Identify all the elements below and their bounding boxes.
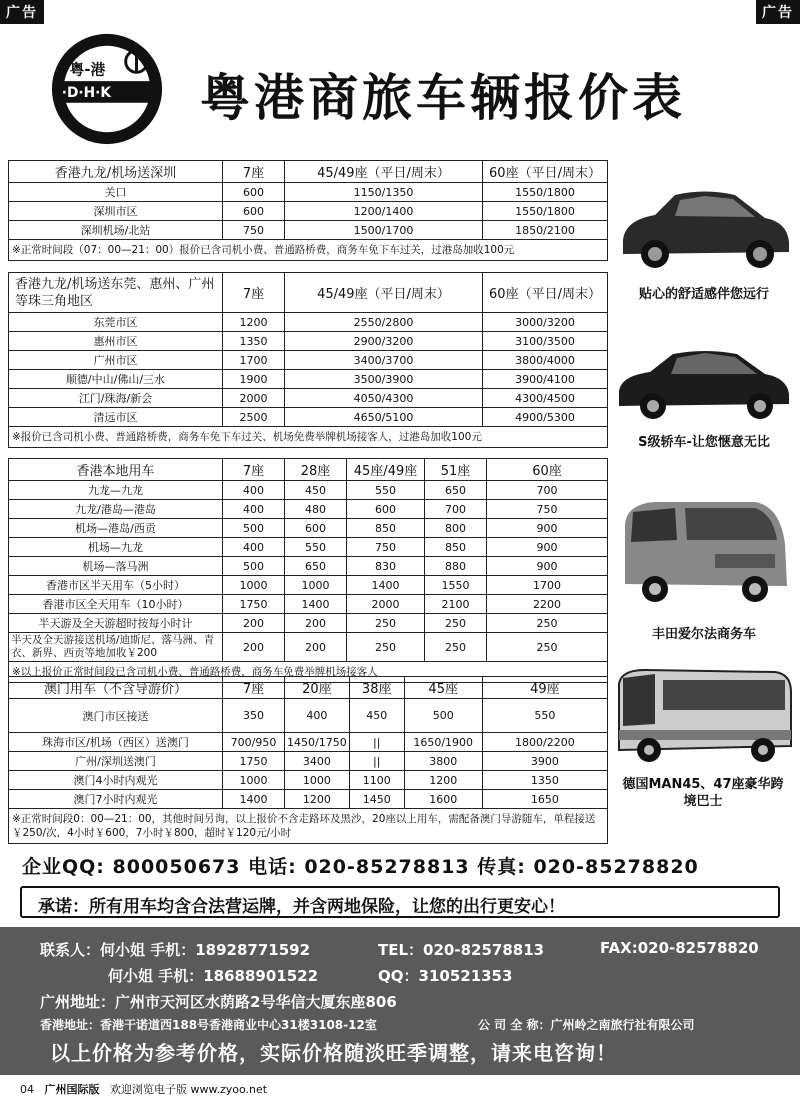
table-row bbox=[9, 389, 608, 408]
table-cell: 半天游及全天游超时按每小时计 bbox=[9, 614, 223, 633]
table-cell: 880 bbox=[425, 557, 487, 576]
ad-label-left: 广告 bbox=[0, 0, 44, 24]
table-cell: 3800/4000 bbox=[483, 351, 608, 370]
table-cell: 关口 bbox=[9, 183, 223, 202]
table-row bbox=[9, 614, 608, 633]
table-cell: 830 bbox=[347, 557, 425, 576]
website-label: 欢迎浏览电子版 www.zyoo.net bbox=[110, 1083, 268, 1096]
table-cell: 400 bbox=[223, 500, 285, 519]
table-cell: 澳门市区接送 bbox=[9, 699, 223, 733]
table-cell: 1650/1900 bbox=[404, 733, 482, 752]
table-cell: 600 bbox=[285, 519, 347, 538]
table-row bbox=[9, 790, 608, 809]
table-cell: 4900/5300 bbox=[483, 408, 608, 427]
table-cell: 3800 bbox=[404, 752, 482, 771]
table-prd bbox=[8, 272, 608, 448]
table-row bbox=[9, 733, 608, 752]
table-cell: 200 bbox=[223, 633, 285, 662]
table-cell: 750 bbox=[347, 538, 425, 557]
header bbox=[40, 28, 770, 148]
table-row bbox=[9, 500, 608, 519]
table-cell: 机场—九龙 bbox=[9, 538, 223, 557]
table-cell: 550 bbox=[347, 481, 425, 500]
table-cell: 400 bbox=[285, 699, 350, 733]
company-name: 公 司 全 称：广州岭之南旅行社有限公司 bbox=[478, 1018, 695, 1032]
hong-kong-address: 香港地址：香港干诺道西188号香港商业中心31楼3108-12室 bbox=[40, 1018, 377, 1032]
table-cell: 香港市区半天用车（5小时） bbox=[9, 576, 223, 595]
table-cell: 惠州市区 bbox=[9, 332, 223, 351]
table-row bbox=[9, 183, 608, 202]
table-macau: 澳门用车（不含导游价） 7座 20座 38座 45座 49座 澳门市区接送 350 400 450 500 550 珠海市区/机场（西区）送澳门 700/950 1450/1750 || 1650/1900 1800/2200 广州/深圳送澳门 1750 3400 || 3800 3900 澳门4小时内观光 1000 1000 1100 1200 1350 澳门7小时内观光 1400 1200 1450 1600 1650 ※正常时间段0：00—21：00，其他时间另询，以上报价不含走路环及黑沙，20座以上用车，需配备澳门导游随车，单程接送￥250/次，4小时￥600，7小时￥800，超时￥120元/小时 bbox=[8, 676, 608, 844]
page-footer bbox=[20, 1081, 267, 1097]
table-cell: 深圳市区 bbox=[9, 202, 223, 221]
table-row bbox=[9, 752, 608, 771]
table1-header-60: 60座（平日/周末） bbox=[483, 161, 608, 183]
table-row bbox=[9, 351, 608, 370]
table-cell: 顺德/中山/佛山/三水 bbox=[9, 370, 223, 389]
table-cell: 900 bbox=[487, 519, 608, 538]
car-caption-3: 丰田爱尔法商务车 bbox=[651, 627, 756, 642]
table-cell: 1600 bbox=[404, 790, 482, 809]
car-caption-2: S级轿车-让您惬意无比 bbox=[638, 435, 770, 450]
table-cell: 2500 bbox=[223, 408, 285, 427]
table-cell: 600 bbox=[223, 202, 285, 221]
table-cell: 1450/1750 bbox=[285, 733, 350, 752]
table-cell: 3500/3900 bbox=[285, 370, 483, 389]
table2-header-route: 香港九龙/机场送东莞、惠州、广州等珠三角地区 bbox=[9, 273, 223, 313]
table-cell: || bbox=[349, 752, 404, 771]
table-cell: 400 bbox=[223, 538, 285, 557]
price-disclaimer: 以上价格为参考价格，实际价格随淡旺季调整，请来电咨询！ bbox=[50, 1041, 617, 1065]
table-cell: 250 bbox=[347, 633, 425, 662]
table3-header-route: 香港本地用车 bbox=[9, 459, 223, 481]
table-row bbox=[9, 519, 608, 538]
table-cell: 250 bbox=[487, 633, 608, 662]
table-cell: 500 bbox=[223, 519, 285, 538]
ad-label-right: 广告 bbox=[756, 0, 800, 24]
table-cell: 半天及全天游接送机场/迪斯尼、落马洲、青衣、新界、西贡等地加收￥200 bbox=[9, 633, 223, 662]
contact-person-2: 何小姐 手机：18688901522 bbox=[108, 967, 319, 985]
logo-text-top: 粤-港 bbox=[69, 61, 106, 79]
table-cell: 3400/3700 bbox=[285, 351, 483, 370]
table-cell: 1200/1400 bbox=[285, 202, 483, 221]
car-caption-4: 德国MAN45、47座豪华跨境巴士 bbox=[622, 777, 784, 809]
table-cell: 九龙—九龙 bbox=[9, 481, 223, 500]
table-cell: 珠海市区/机场（西区）送澳门 bbox=[9, 733, 223, 752]
table-row bbox=[9, 633, 608, 662]
table-cell: 600 bbox=[223, 183, 285, 202]
table-cell: 1550/1800 bbox=[483, 202, 608, 221]
qq-phone-fax-line: 企业QQ: 800050673 电话: 020-85278813 传真: 020-85278820 bbox=[22, 856, 699, 878]
table-cell: 250 bbox=[425, 614, 487, 633]
table-cell: 1000 bbox=[285, 576, 347, 595]
table-cell: 700 bbox=[425, 500, 487, 519]
table1-note: ※正常时间段（07：00—21：00）报价已含司机小费、普通路桥费，商务车免下车过关，过港岛加收100元 bbox=[8, 240, 608, 261]
table-row bbox=[9, 313, 608, 332]
table-cell: 600 bbox=[347, 500, 425, 519]
man-coach-bus-image bbox=[615, 664, 793, 770]
table-cell: 550 bbox=[482, 699, 607, 733]
table-cell: 650 bbox=[285, 557, 347, 576]
table-cell: 1200 bbox=[223, 313, 285, 332]
table-cell: 1200 bbox=[404, 771, 482, 790]
table-cell: 3000/3200 bbox=[483, 313, 608, 332]
table-cell: 480 bbox=[285, 500, 347, 519]
logo-text-bottom: ·D·H·K bbox=[61, 84, 112, 101]
table-cell: 400 bbox=[223, 481, 285, 500]
table-shenzhen bbox=[8, 160, 608, 261]
table-row bbox=[9, 370, 608, 389]
table-cell: 1750 bbox=[223, 752, 285, 771]
table1-header-45: 45/49座（平日/周末） bbox=[285, 161, 483, 183]
table-cell: 750 bbox=[223, 221, 285, 240]
table-cell: 机场—港岛/西贡 bbox=[9, 519, 223, 538]
table-cell: 澳门7小时内观光 bbox=[9, 790, 223, 809]
table-cell: 700 bbox=[487, 481, 608, 500]
table-cell: 1700 bbox=[487, 576, 608, 595]
promise-banner: 承诺：所有用车均含合法营运牌，并含两地保险，让您的出行更安心！ bbox=[20, 886, 780, 918]
table-cell: 1900 bbox=[223, 370, 285, 389]
table-cell: 850 bbox=[347, 519, 425, 538]
table-cell: 850 bbox=[425, 538, 487, 557]
fax: FAX:020-82578820 bbox=[600, 939, 759, 957]
table-cell: 清远市区 bbox=[9, 408, 223, 427]
table-cell: 900 bbox=[487, 557, 608, 576]
table-cell: 机场—落马洲 bbox=[9, 557, 223, 576]
qq-2: QQ：310521353 bbox=[378, 967, 513, 985]
table-cell: 500 bbox=[223, 557, 285, 576]
table-cell: 200 bbox=[223, 614, 285, 633]
table-cell: 2000 bbox=[347, 595, 425, 614]
guangzhou-address: 广州地址：广州市天河区水荫路2号华信大厦东座806 bbox=[40, 993, 397, 1011]
table-cell: 1850/2100 bbox=[483, 221, 608, 240]
table-cell: 650 bbox=[425, 481, 487, 500]
table-cell: 750 bbox=[487, 500, 608, 519]
table-cell: 250 bbox=[425, 633, 487, 662]
s-class-sedan-image bbox=[615, 336, 793, 426]
toyota-alphard-image bbox=[615, 494, 793, 610]
table-cell: 250 bbox=[347, 614, 425, 633]
table4-note: ※正常时间段0：00—21：00，其他时间另询，以上报价不含走路环及黑沙，20座以上用车，需配备澳门导游随车，单程接送￥250/次，4小时￥600，7小时￥800，超时￥120元/小时 bbox=[8, 809, 608, 844]
table-cell: 东莞市区 bbox=[9, 313, 223, 332]
table-cell: 2200 bbox=[487, 595, 608, 614]
table-cell: 800 bbox=[425, 519, 487, 538]
table-cell: 1550/1800 bbox=[483, 183, 608, 202]
table-cell: 澳门4小时内观光 bbox=[9, 771, 223, 790]
table-row bbox=[9, 408, 608, 427]
table-cell: 2100 bbox=[425, 595, 487, 614]
car-caption-1: 贴心的舒适感伴您远行 bbox=[638, 287, 769, 302]
contact-panel bbox=[0, 927, 800, 1075]
table-cell: 2550/2800 bbox=[285, 313, 483, 332]
table-cell: 1650 bbox=[482, 790, 607, 809]
table-cell: 3100/3500 bbox=[483, 332, 608, 351]
table-row bbox=[9, 202, 608, 221]
table-cell: 4050/4300 bbox=[285, 389, 483, 408]
table-cell: 450 bbox=[285, 481, 347, 500]
table-row bbox=[9, 699, 608, 733]
table-cell: 1500/1700 bbox=[285, 221, 483, 240]
table-cell: 1750 bbox=[223, 595, 285, 614]
table2-header-60: 60座（平日/周末） bbox=[483, 273, 608, 313]
table-cell: 2000 bbox=[223, 389, 285, 408]
table-cell: 1800/2200 bbox=[482, 733, 607, 752]
table-cell: 3900 bbox=[482, 752, 607, 771]
table2-note: ※报价已含司机小费、普通路桥费，商务车免下车过关、机场免费举牌机场接客人，过港岛加收100元 bbox=[8, 427, 608, 448]
table-cell: 1150/1350 bbox=[285, 183, 483, 202]
table-cell: 1000 bbox=[223, 771, 285, 790]
table-cell: 1350 bbox=[482, 771, 607, 790]
table-row bbox=[9, 557, 608, 576]
table-row bbox=[9, 481, 608, 500]
table-cell: || bbox=[349, 733, 404, 752]
table-cell: 1100 bbox=[349, 771, 404, 790]
table-row bbox=[9, 538, 608, 557]
table-cell: 广州/深圳送澳门 bbox=[9, 752, 223, 771]
table-cell: 1400 bbox=[223, 790, 285, 809]
table-cell: 1550 bbox=[425, 576, 487, 595]
table-cell: 200 bbox=[285, 614, 347, 633]
table-row bbox=[9, 595, 608, 614]
page-title: 粤港商旅车辆报价表 bbox=[200, 69, 686, 127]
table-cell: 1450 bbox=[349, 790, 404, 809]
table2-header-7: 7座 bbox=[223, 273, 285, 313]
table-row bbox=[9, 221, 608, 240]
contact-person-1: 联系人：何小姐 手机：18928771592 bbox=[40, 941, 311, 959]
page-number: 04 bbox=[20, 1083, 34, 1096]
table1-header-7: 7座 bbox=[223, 161, 285, 183]
table-cell: 1700 bbox=[223, 351, 285, 370]
table-row bbox=[9, 332, 608, 351]
table-cell: 550 bbox=[285, 538, 347, 557]
table-cell: 3400 bbox=[285, 752, 350, 771]
tel: TEL：020-82578813 bbox=[378, 941, 545, 959]
table-cell: 1000 bbox=[223, 576, 285, 595]
table-cell: 450 bbox=[349, 699, 404, 733]
table-cell: 江门/珠海/新会 bbox=[9, 389, 223, 408]
table4-header-route: 澳门用车（不含导游价） bbox=[9, 677, 223, 699]
edition-label: 广州国际版 bbox=[44, 1083, 100, 1096]
table-cell: 1350 bbox=[223, 332, 285, 351]
table1-header-route: 香港九龙/机场送深圳 bbox=[9, 161, 223, 183]
table-cell: 900 bbox=[487, 538, 608, 557]
table-cell: 1400 bbox=[347, 576, 425, 595]
dhk-logo bbox=[48, 30, 166, 148]
table2-header-45: 45/49座（平日/周末） bbox=[285, 273, 483, 313]
table-row bbox=[9, 576, 608, 595]
table-cell: 500 bbox=[404, 699, 482, 733]
table-cell: 1400 bbox=[285, 595, 347, 614]
table-cell: 广州市区 bbox=[9, 351, 223, 370]
table-cell: 九龙/港岛—港岛 bbox=[9, 500, 223, 519]
table-cell: 3900/4100 bbox=[483, 370, 608, 389]
table-cell: 2900/3200 bbox=[285, 332, 483, 351]
table3-note: ※以上报价正常时间段已含司机小费、普通路桥费，商务车免费举牌机场接客人 bbox=[8, 662, 608, 683]
table-cell: 350 bbox=[223, 699, 285, 733]
table-hk-local: 香港本地用车 7座 28座 45座/49座 51座 60座 九龙—九龙 400 450 550 650 700 九龙/港岛—港岛 400 480 600 700 750 机场—港岛/西贡 500 600 850 800 900 机场—九龙 400 550 750 850 900 机场—落马洲 500 650 830 880 900 香港市区半天用车（5小时） 1000 1000 1400 1550 1700 香港市区全天用车（10小时） 1750 1400 2000 2100 2200 半天游及全天游超时按每小时计 200 200 250 250 250 半天及全天游接送机场/迪斯尼、落马洲、青衣、新界、西贡等地加收￥200 200 200 250 250 250 ※以上报价正常时间段已含司机小费、普通路桥费，商务车免费举牌机场接客人 bbox=[8, 458, 608, 683]
table-cell: 1200 bbox=[285, 790, 350, 809]
table-cell: 4300/4500 bbox=[483, 389, 608, 408]
table-cell: 200 bbox=[285, 633, 347, 662]
table-cell: 700/950 bbox=[223, 733, 285, 752]
mercedes-e-class-image bbox=[615, 170, 793, 280]
table-cell: 香港市区全天用车（10小时） bbox=[9, 595, 223, 614]
table-cell: 深圳机场/北站 bbox=[9, 221, 223, 240]
table-cell: 1000 bbox=[285, 771, 350, 790]
table-cell: 250 bbox=[487, 614, 608, 633]
table-row bbox=[9, 771, 608, 790]
table-cell: 4650/5100 bbox=[285, 408, 483, 427]
